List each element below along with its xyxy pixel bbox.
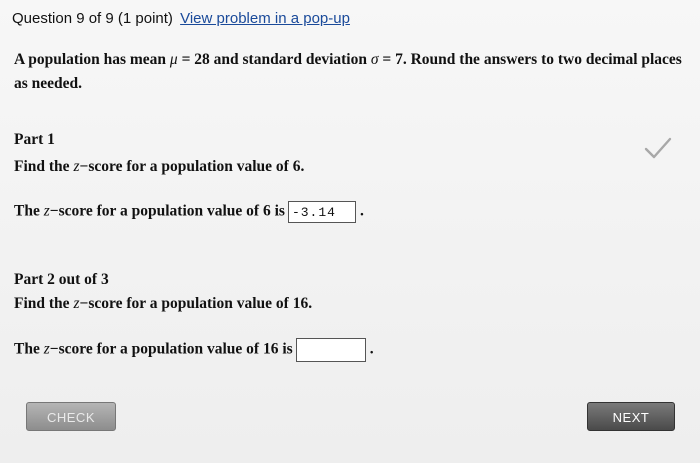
- part1-prompt: [14, 158, 304, 176]
- period: .: [369, 340, 374, 358]
- prompt-text: −score for a population value of 6.: [79, 158, 305, 175]
- question-text-part: = 7. Round the answers to two decimal places as needed.: [14, 51, 682, 92]
- check-button[interactable]: CHECK: [26, 402, 116, 431]
- question-text-part: = 28 and standard deviation: [177, 51, 371, 68]
- answer-text: −score for a population value of 16 is: [49, 340, 293, 358]
- question-counter: Question 9 of 9 (1 point): [12, 10, 173, 27]
- part1-title: Part 1: [14, 131, 55, 148]
- part1-answer-line: [14, 201, 364, 223]
- prompt-text: Find the: [14, 158, 74, 175]
- part1-answer-input[interactable]: -3.14: [288, 201, 356, 223]
- prompt-text: −score for a population value of 16.: [79, 295, 313, 312]
- answer-text: The: [14, 202, 44, 220]
- answer-text: −score for a population value of 6 is: [49, 202, 285, 220]
- sigma-symbol: σ: [370, 51, 379, 68]
- part2-answer-line: [14, 338, 374, 362]
- next-button[interactable]: NEXT: [587, 402, 675, 431]
- part2-answer-input[interactable]: [296, 338, 366, 362]
- question-header: [12, 10, 350, 27]
- question-text: [14, 48, 689, 96]
- z-symbol: z: [73, 295, 80, 312]
- prompt-text: Find the: [14, 295, 74, 312]
- mu-symbol: μ: [169, 51, 178, 68]
- checkmark-icon: [644, 136, 672, 160]
- period: .: [359, 202, 364, 220]
- question-text-part: A population has mean: [14, 51, 170, 68]
- popup-link[interactable]: View problem in a pop-up: [180, 10, 350, 27]
- z-symbol: z: [73, 158, 80, 175]
- z-symbol: z: [43, 202, 50, 220]
- part2-prompt: [14, 295, 312, 313]
- part2-title: Part 2 out of 3: [14, 271, 109, 288]
- z-symbol: z: [43, 340, 50, 358]
- answer-text: The: [14, 340, 44, 358]
